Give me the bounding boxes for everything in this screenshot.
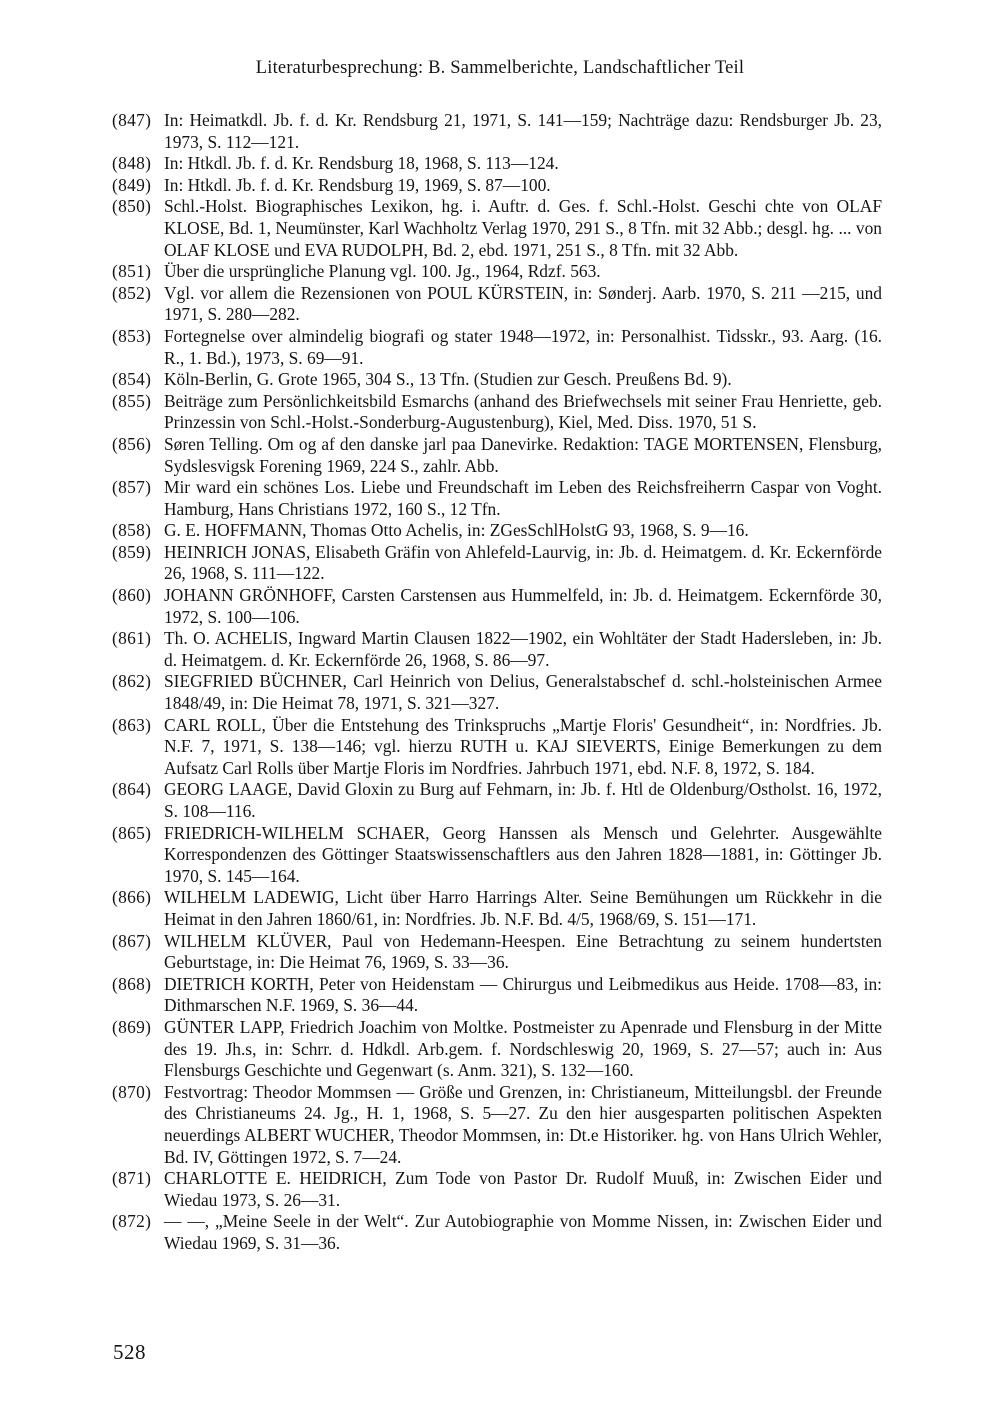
footnote xyxy=(112,1211,882,1254)
footnote-number: (867) xyxy=(112,930,152,951)
footnote-text: SIEGFRIED BÜCHNER, Carl Heinrich von Delius, Generalstabschef d. schl.-holsteinischen Armee 1848/49, in: Die Heimat 78, 1971, S. 321—327. xyxy=(164,671,882,714)
footnote-text: WILHELM KLÜVER, Paul von Hedemann-Heespen. Eine Betrachtung zu seinem hundertsten Geburtstage, in: Die Heimat 76, 1969, S. 33—36. xyxy=(164,930,882,973)
footnote-text: In: Htkdl. Jb. f. d. Kr. Rendsburg 18, 1968, S. 113—124. xyxy=(164,153,559,174)
footnote xyxy=(112,520,882,542)
footnote-text: DIETRICH KORTH, Peter von Heidenstam — Chirurgus und Leibmedikus aus Heide. 1708—83, in: Dithmarschen N.F. 1969, S. 36—44. xyxy=(164,973,882,1016)
running-header: Literaturbesprechung: B. Sammelberichte, Landschaftlicher Teil xyxy=(255,58,745,78)
footnote xyxy=(112,887,882,930)
footnote xyxy=(112,261,882,283)
footnote-number: (855) xyxy=(112,390,152,411)
page-number: 528 xyxy=(113,1340,146,1364)
footnote-number: (850) xyxy=(112,196,152,217)
footnote xyxy=(112,823,882,888)
footnote xyxy=(112,196,882,261)
footnote-number: (851) xyxy=(112,261,152,282)
footnote-number: (852) xyxy=(112,282,152,303)
footnote-number: (858) xyxy=(112,520,152,541)
footnote-text: Über die ursprüngliche Planung vgl. 100. Jg., 1964, Rdzf. 563. xyxy=(164,261,601,282)
footnote-number: (861) xyxy=(112,628,152,649)
footnote xyxy=(112,153,882,175)
footnote-number: (865) xyxy=(112,822,152,843)
footnote-number: (871) xyxy=(112,1168,152,1189)
footnote-number: (868) xyxy=(112,973,152,994)
footnote-number: (870) xyxy=(112,1081,152,1102)
footnote-text: In: Htkdl. Jb. f. d. Kr. Rendsburg 19, 1969, S. 87—100. xyxy=(164,174,551,195)
footnote-text: GÜNTER LAPP, Friedrich Joachim von Moltke. Postmeister zu Apenrade und Flensburg in der Mitte des 19. Jh.s, in: Schrr. d. Hdkdl. Arb.gem. f. Nordschleswig 20, 1969, S. 27—57; auch in: Aus Flensburgs Geschichte und Gegenwart (s. Anm. 321), S. 132—160. xyxy=(164,1016,882,1081)
footnote-text: Mir ward ein schönes Los. Liebe und Freundschaft im Leben des Reichsfreiherrn Caspar von Voght. Hamburg, Hans Christians 1972, 160 S., 12 Tfn. xyxy=(164,477,882,519)
footnote xyxy=(112,1168,882,1211)
footnote xyxy=(112,542,882,585)
footnote-text: HEINRICH JONAS, Elisabeth Gräfin von Ahlefeld-Laurvig, in: Jb. d. Heimatgem. d. Kr. Eckernförde 26, 1968, S. 111—122. xyxy=(164,541,882,584)
footnote-text: — —, „Meine Seele in der Welt“. Zur Autobiographie von Momme Nissen, in: Zwischen Eider und Wiedau 1969, S. 31—36. xyxy=(164,1211,882,1253)
footnote xyxy=(112,110,882,153)
footnote-text: Köln-Berlin, G. Grote 1965, 304 S., 13 Tfn. (Studien zur Gesch. Preußens Bd. 9). xyxy=(164,369,732,390)
footnotes-list xyxy=(112,110,882,1254)
footnote xyxy=(112,931,882,974)
footnote-text: Vgl. vor allem die Rezensionen von POUL KÜRSTEIN, in: Sønderj. Aarb. 1970, S. 211 —215, und 1971, S. 280—282. xyxy=(164,282,882,325)
footnote-number: (856) xyxy=(112,433,152,454)
footnote-number: (853) xyxy=(112,325,152,346)
footnote xyxy=(112,391,882,434)
footnote-number: (863) xyxy=(112,714,152,735)
footnote xyxy=(112,434,882,477)
footnote-number: (872) xyxy=(112,1211,152,1232)
footnote xyxy=(112,175,882,197)
footnote-text: In: Heimatkdl. Jb. f. d. Kr. Rendsburg 21, 1971, S. 141—159; Nachträge dazu: Rendsburger Jb. 23, 1973, S. 112—121. xyxy=(164,110,882,152)
footnote-text: GEORG LAAGE, David Gloxin zu Burg auf Fehmarn, in: Jb. f. Htl de Oldenburg/Ostholst. 16, 1972, S. 108—116. xyxy=(164,779,882,821)
footnote-number: (857) xyxy=(112,477,152,498)
footnote-text: Festvortrag: Theodor Mommsen — Größe und Grenzen, in: Christianeum, Mitteilungsbl. der Freunde des Christianeums 24. Jg., H. 1, 1968, S. 5—27. Zu den hier ausgesparten politischen Aspekten neuerdings ALBERT WUCHER, Theodor Mommsen, in: Dt.e Historiker. hg. von Hans Ulrich Wehler, Bd. IV, Göttingen 1972, S. 7—24. xyxy=(164,1081,882,1167)
footnote-text: CHARLOTTE E. HEIDRICH, Zum Tode von Pastor Dr. Rudolf Muuß, in: Zwischen Eider und Wiedau 1973, S. 26—31. xyxy=(164,1168,882,1210)
footnote-number: (860) xyxy=(112,585,152,606)
footnote-number: (869) xyxy=(112,1016,152,1037)
footnote xyxy=(112,671,882,714)
footnote-number: (862) xyxy=(112,671,152,692)
footnote xyxy=(112,369,882,391)
footnote-number: (848) xyxy=(112,153,152,174)
footnote-number: (866) xyxy=(112,887,152,908)
footnote xyxy=(112,326,882,369)
footnote-text: Søren Telling. Om og af den danske jarl paa Danevirke. Redaktion: TAGE MORTENSEN, Flensburg, Sydslesvigsk Forening 1969, 224 S., zahlr. Abb. xyxy=(164,433,882,476)
footnote-text: CARL ROLL, Über die Entstehung des Trinkspruchs „Martje Floris' Gesundheit“, in: Nordfries. Jb. N.F. 7, 1971, S. 138—146; vgl. hierzu RUTH u. KAJ SIEVERTS, Einige Bemerkungen zu dem Aufsatz Carl Rolls über Martje Floris im Nordfries. Jahrbuch 1971, ebd. N.F. 8, 1972, S. 184. xyxy=(164,714,882,778)
footnote xyxy=(112,779,882,822)
footnote-number: (859) xyxy=(112,541,152,562)
footnote-text: Th. O. ACHELIS, Ingward Martin Clausen 1822—1902, ein Wohltäter der Stadt Hadersleben, in: Jb. d. Heimatgem. d. Kr. Eckernförde 26, 1968, S. 86—97. xyxy=(164,628,882,670)
footnote xyxy=(112,477,882,520)
footnote-text: WILHELM LADEWIG, Licht über Harro Harrings Alter. Seine Bemühungen um Rückkehr in die Heimat in den Jahren 1860/61, in: Nordfries. Jb. N.F. Bd. 4/5, 1968/69, S. 151—171. xyxy=(164,887,882,929)
footnote-text: Fortegnelse over almindelig biografi og stater 1948—1972, in: Personalhist. Tidsskr., 93. Aarg. (16. R., 1. Bd.), 1973, S. 69—91. xyxy=(164,325,882,368)
footnote-number: (849) xyxy=(112,174,152,195)
footnote-text: Beiträge zum Persönlichkeitsbild Esmarchs (anhand des Briefwechsels mit seiner Frau Henriette, geb. Prinzessin von Schl.-Holst.-Sonderburg-Augustenburg), Kiel, Med. Diss. 1970, 51 S. xyxy=(164,390,882,433)
footnote xyxy=(112,974,882,1017)
footnote xyxy=(112,1017,882,1082)
footnote-text: FRIEDRICH-WILHELM SCHAER, Georg Hanssen als Mensch und Gelehrter. Ausgewählte Korrespondenzen des Göttinger Staatswissenschaftlers aus den Jahren 1828—1881, in: Göttinger Jb. 1970, S. 145—164. xyxy=(164,822,882,886)
footnote xyxy=(112,283,882,326)
footnote xyxy=(112,1082,882,1168)
footnote-text: G. E. HOFFMANN, Thomas Otto Achelis, in: ZGesSchlHolstG 93, 1968, S. 9—16. xyxy=(164,520,749,541)
footnote-text: JOHANN GRÖNHOFF, Carsten Carstensen aus Hummelfeld, in: Jb. d. Heimatgem. Eckernförde 30, 1972, S. 100—106. xyxy=(164,585,882,627)
footnote xyxy=(112,715,882,780)
footnote-number: (847) xyxy=(112,110,152,130)
footnote-number: (864) xyxy=(112,779,152,800)
footnote xyxy=(112,628,882,671)
footnote-number: (854) xyxy=(112,369,152,390)
footnote xyxy=(112,585,882,628)
footnote-text: Schl.-Holst. Biographisches Lexikon, hg. i. Auftr. d. Ges. f. Schl.-Holst. Geschi chte von OLAF KLOSE, Bd. 1, Neumünster, Karl Wachholtz Verlag 1970, 291 S., 8 Tfn. mit 32 Abb.; desgl. hg. ... von OLAF KLOSE und EVA RUDOLPH, Bd. 2, ebd. 1971, 251 S., 8 Tfn. mit 32 Abb. xyxy=(164,196,882,260)
